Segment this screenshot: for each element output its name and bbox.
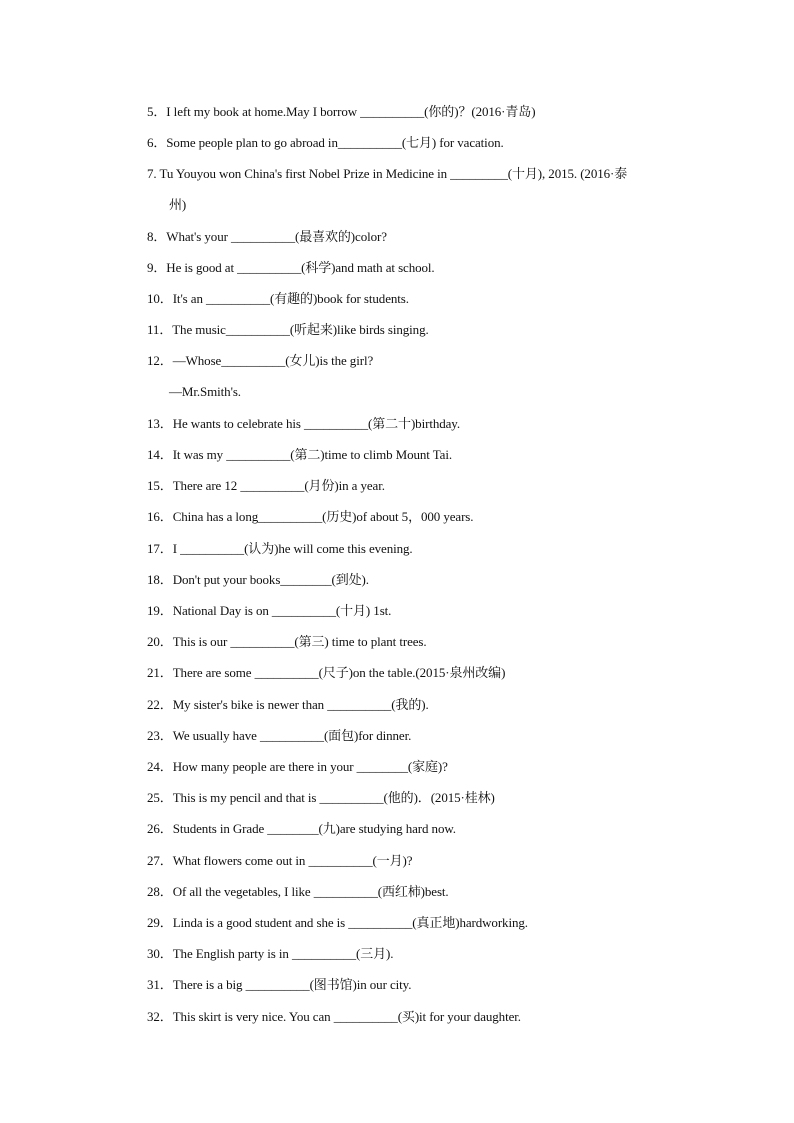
question-25: 25．This is my pencil and that is __________(他的)．(2015·桂林) [147,790,495,805]
question-22: 22．My sister's bike is newer than __________(我的). [147,697,429,712]
question-32: 32．This skirt is very nice. You can __________(买)it for your daughter. [147,1009,521,1024]
question-8: 8．What's your __________(最喜欢的)color? [147,229,387,244]
question-6: 6．Some people plan to go abroad in__________(七月) for vacation. [147,135,504,150]
question-12-answer-line: —Mr.Smith's. [169,384,241,399]
question-23: 23．We usually have __________(面包)for dinner. [147,728,412,743]
question-26: 26．Students in Grade ________(九)are studying hard now. [147,821,456,836]
question-9: 9．He is good at __________(科学)and math at school. [147,260,435,275]
question-5: 5．I left my book at home.May I borrow __________(你的)？(2016·青岛) [147,104,536,119]
question-18: 18．Don't put your books________(到处). [147,572,369,587]
question-14: 14．It was my __________(第二)time to climb Mount Tai. [147,447,453,462]
question-20: 20．This is our __________(第三) time to plant trees. [147,634,427,649]
question-16: 16．China has a long__________(历史)of about 5，000 years. [147,509,474,524]
question-13: 13．He wants to celebrate his __________(第二十)birthday. [147,416,461,431]
question-19: 19．National Day is on __________(十月) 1st. [147,603,392,618]
question-12: 12．—Whose__________(女儿)is the girl? [147,353,374,368]
question-17: 17．I __________(认为)he will come this evening. [147,541,413,556]
question-21: 21．There are some __________(尺子)on the table.(2015·泉州改编) [147,665,506,680]
question-31: 31．There is a big __________(图书馆)in our city. [147,977,412,992]
question-7: 7. Tu Youyou won China's first Nobel Prize in Medicine in _________(十月), 2015. (2016·泰 [147,166,628,181]
question-27: 27．What flowers come out in __________(一月)? [147,853,413,868]
question-15: 15．There are 12 __________(月份)in a year. [147,478,385,493]
question-10: 10．It's an __________(有趣的)book for students. [147,291,409,306]
question-7-continuation: 州) [169,197,187,212]
question-28: 28．Of all the vegetables, I like __________(西红柿)best. [147,884,449,899]
question-24: 24．How many people are there in your ________(家庭)? [147,759,448,774]
question-11: 11．The music__________(听起来)like birds singing. [147,322,429,337]
question-29: 29．Linda is a good student and she is __________(真正地)hardworking. [147,915,528,930]
question-30: 30．The English party is in __________(三月). [147,946,394,961]
